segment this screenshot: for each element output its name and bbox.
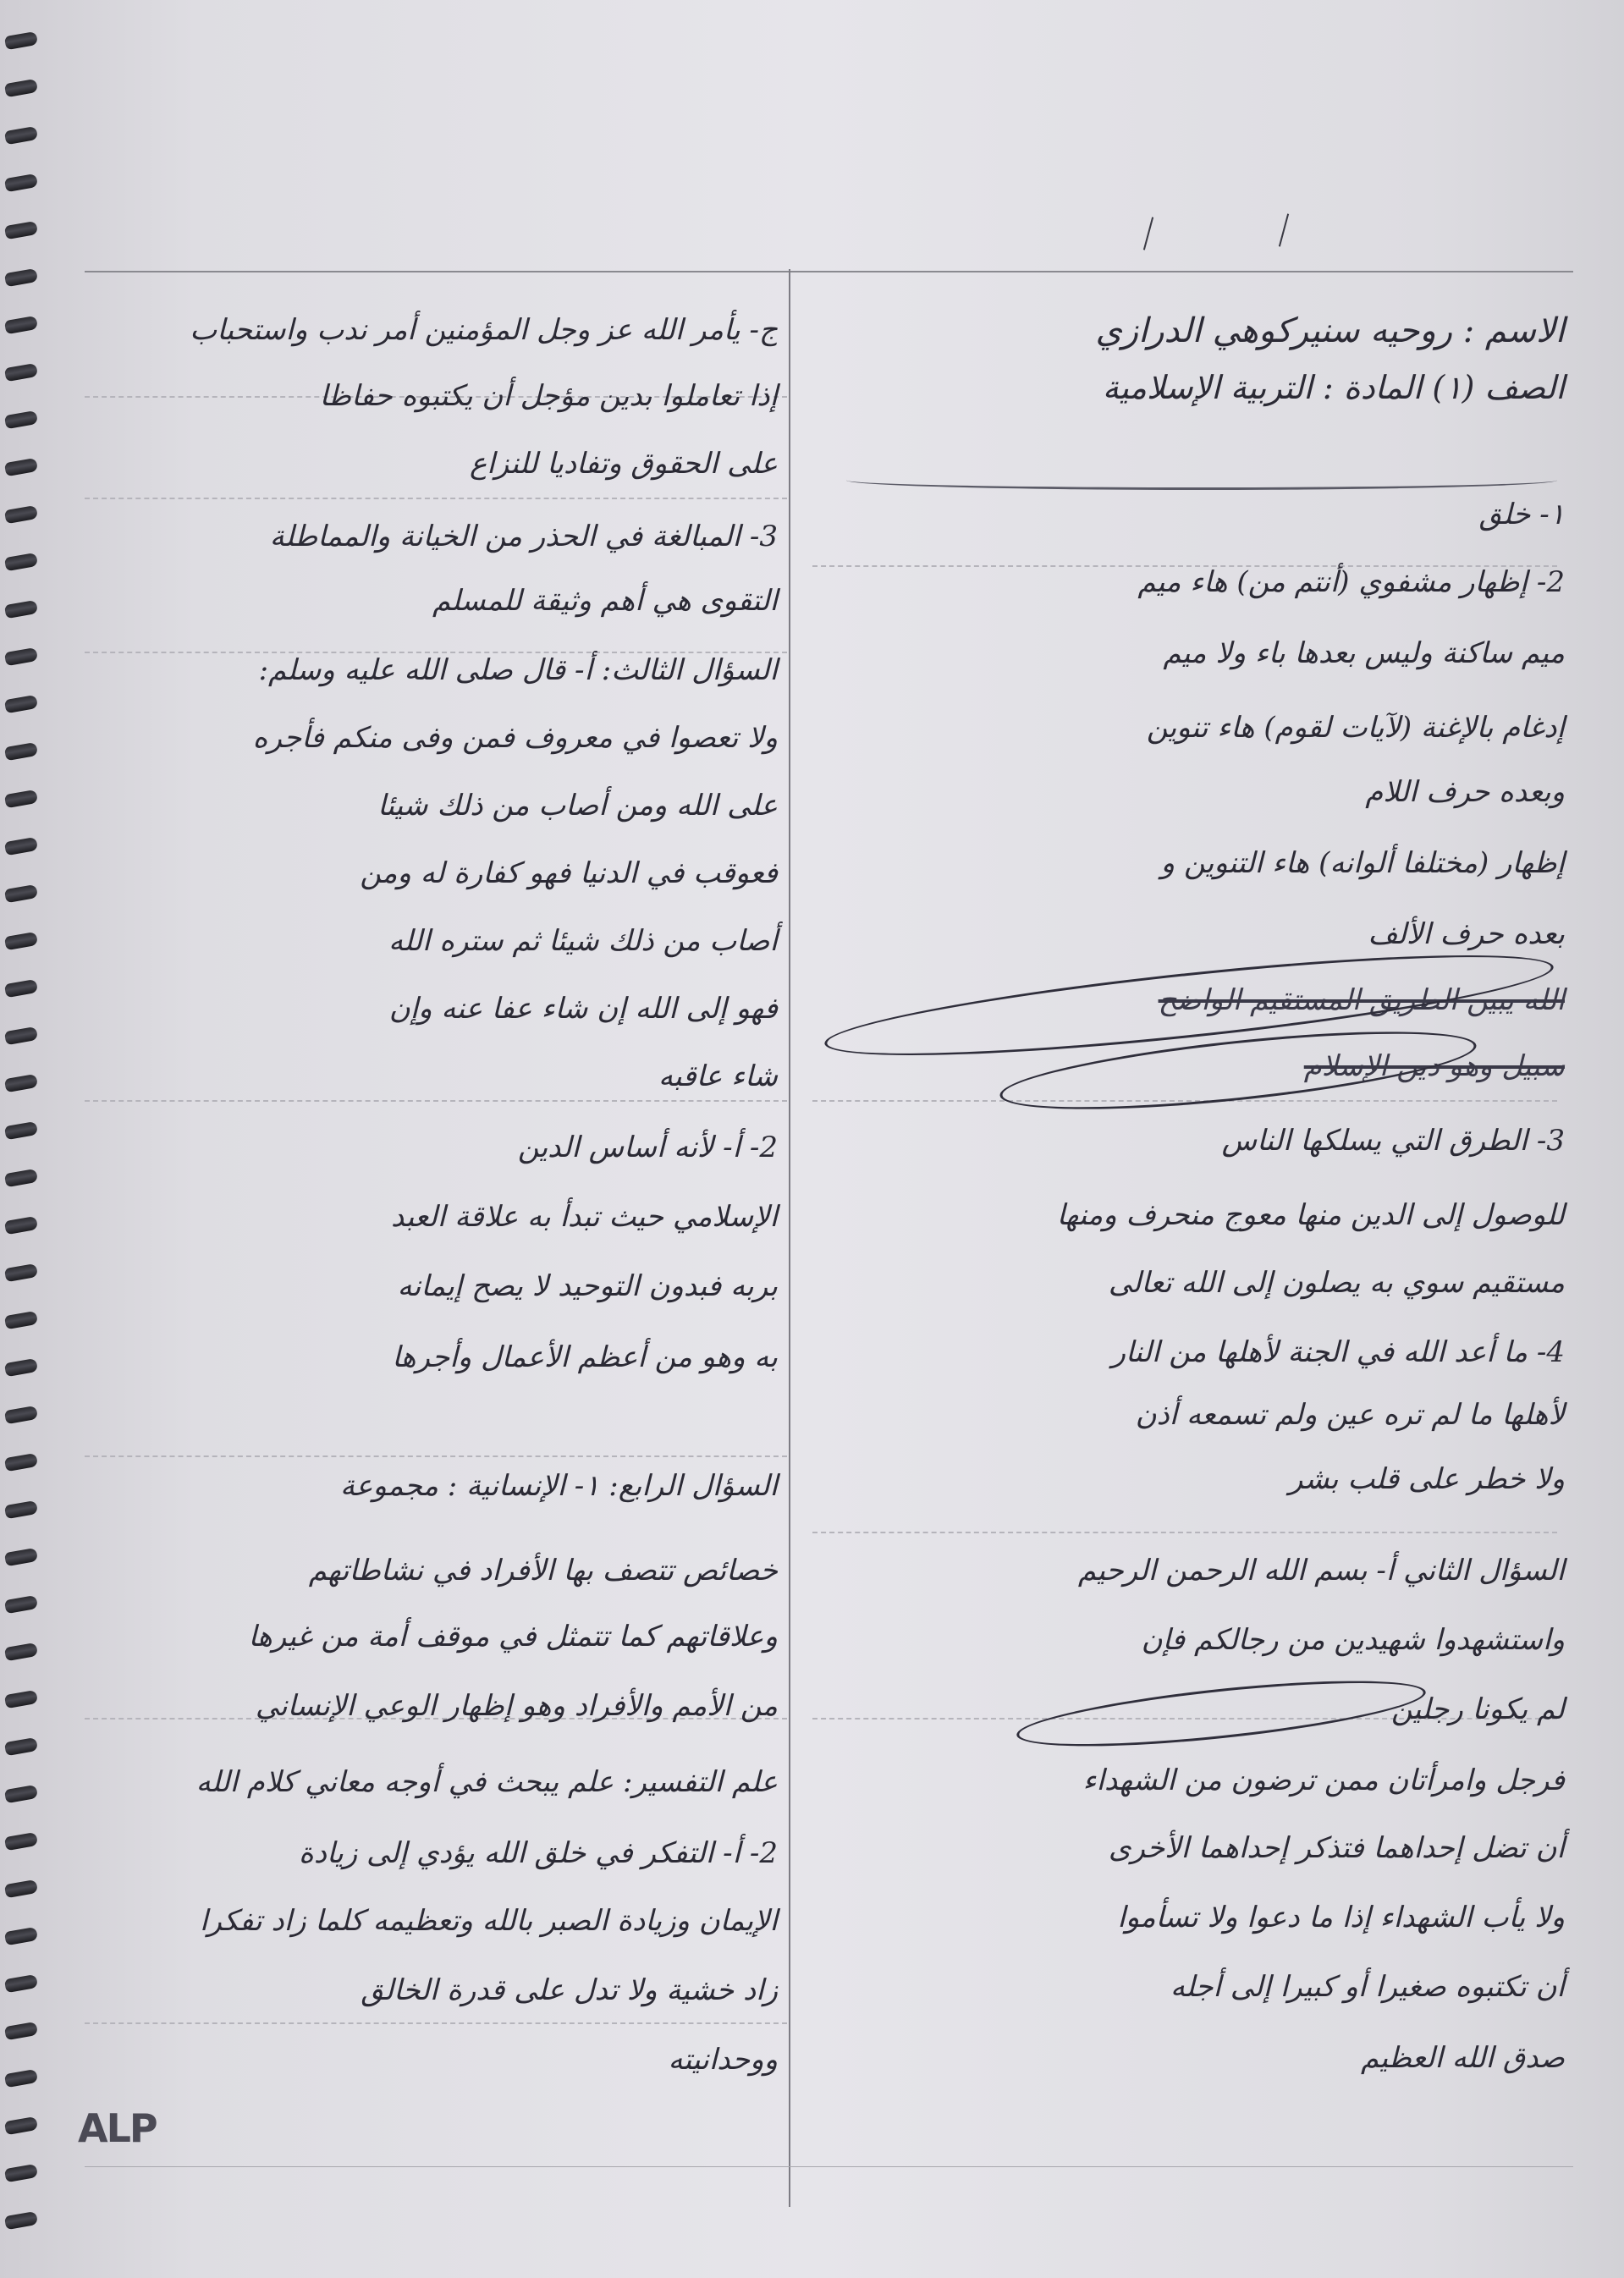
spiral-ring (4, 1358, 38, 1377)
answer-line: للوصول إلى الدين منها معوج منحرف ومنها (1056, 1198, 1565, 1232)
spiral-ring (4, 2022, 38, 2040)
answer-line: ميم ساكنة وليس بعدها باء ولا ميم (1163, 636, 1565, 670)
spiral-ring (4, 1406, 38, 1424)
spiral-ring (4, 600, 38, 619)
scribble-mark (1014, 1668, 1428, 1759)
answer-line: ولا خطر على قلب بشر (1288, 1462, 1565, 1496)
spiral-ring (4, 1879, 38, 1898)
spiral-ring (4, 1026, 38, 1045)
spiral-ring (4, 1548, 38, 1566)
spiral-ring (4, 1642, 38, 1661)
bottom-rule-line (85, 2166, 1573, 2167)
answer-line: أن تضل إحداهما فتذكر إحداهما الأخرى (1108, 1831, 1565, 1865)
answer-line: إذا تعاملوا بدين مؤجل أن يكتبوه حفاظا (319, 379, 778, 413)
spiral-ring (4, 1169, 38, 1187)
spiral-ring (4, 31, 38, 50)
spiral-ring (4, 1927, 38, 1945)
spiral-ring (4, 1785, 38, 1803)
answer-line: من الأمم والأفراد وهو إظهار الوعي الإنساني (255, 1689, 778, 1723)
header-underline (846, 470, 1557, 490)
spiral-ring (4, 1500, 38, 1519)
question-heading: السؤال الثالث: أ- قال صلى الله عليه وسلم: (258, 653, 778, 687)
spiral-ring (4, 221, 38, 239)
answer-line: ولا تعصوا في معروف فمن وفى منكم فأجره (252, 721, 778, 755)
class-subject: الصف (١) المادة : التربية الإسلامية (1102, 369, 1565, 406)
pen-mark (1279, 213, 1289, 246)
question-heading: السؤال الرابع: ١- الإنسانية : مجموعة (340, 1469, 778, 1503)
struck-out-line: سبيل وهو دين الإسلام (1303, 1049, 1565, 1083)
answer-line: الإيمان وزيادة الصبر بالله وتعظيمه كلما زاد تفكرا (200, 1904, 778, 1938)
answer-line: 2- إظهار مشفوي (أنتم من) هاء ميم (1137, 565, 1565, 599)
answer-line: فهو إلى الله إن شاء عفا عنه وإن (388, 992, 778, 1026)
column-divider (789, 269, 790, 2207)
spiral-ring (4, 126, 38, 145)
spiral-ring (4, 979, 38, 998)
spiral-ring (4, 695, 38, 713)
ruled-line (85, 2022, 787, 2024)
answer-line: 2- أ- التفكر في خلق الله يؤدي إلى زيادة (299, 1836, 778, 1870)
answer-line: بعده حرف الألف (1368, 917, 1565, 951)
spiral-ring (4, 173, 38, 192)
answer-line: 2- أ- لأنه أساس الدين (517, 1131, 778, 1164)
answer-line: واستشهدوا شهيدين من رجالكم فإن (1141, 1623, 1565, 1657)
answer-line: وبعده حرف اللام (1365, 775, 1565, 809)
answer-line: أصاب من ذلك شيئا ثم ستره الله (388, 924, 778, 958)
answer-line: لم يكونا رجلين (1390, 1692, 1565, 1726)
spiral-ring (4, 932, 38, 950)
spiral-ring (4, 1737, 38, 1756)
spiral-ring (4, 363, 38, 382)
answer-line: به وهو من أعظم الأعمال وأجرها (392, 1340, 778, 1374)
closing-line: صدق الله العظيم (1361, 2041, 1565, 2075)
student-name: الاسم : روحيه سنيركوهي الدرازي (1095, 311, 1565, 350)
answer-line: لأهلها ما لم تره عين ولم تسمعه أذن (1135, 1398, 1565, 1432)
answer-line: فرجل وامرأتان ممن ترضون من الشهداء (1082, 1764, 1565, 1797)
spiral-ring (4, 2069, 38, 2088)
answer-line: بربه فبدون التوحيد لا يصح إيمانه (397, 1269, 778, 1303)
answer-line: على الله ومن أصاب من ذلك شيئا (377, 789, 778, 823)
spiral-ring (4, 1453, 38, 1472)
spiral-ring (4, 316, 38, 334)
spiral-ring (4, 837, 38, 856)
ruled-line (812, 1532, 1557, 1533)
pen-mark (1143, 217, 1153, 250)
answer-line: الإسلامي حيث تبدأ به علاقة العبد (391, 1200, 778, 1234)
ruled-line (85, 1100, 787, 1102)
top-rule-line (85, 271, 1573, 272)
answer-line: أن تكتبوه صغيرا أو كبيرا إلى أجله (1170, 1970, 1565, 2004)
spiral-ring (4, 410, 38, 429)
answer-line: خصائص تتصف بها الأفراد في نشاطاتهم (308, 1554, 778, 1587)
answer-line: زاد خشية ولا تدل على قدرة الخالق (361, 1973, 778, 2007)
answer-line: إدغام بالإغنة (لآيات لقوم) هاء تنوين (1146, 711, 1565, 745)
spiral-ring (4, 1121, 38, 1140)
answer-line: 3- المبالغة في الحذر من الخيانة والمماطلة (269, 520, 778, 553)
spiral-ring (4, 268, 38, 287)
answer-line: فعوقب في الدنيا فهو كفارة له ومن (360, 856, 778, 890)
spiral-ring (4, 553, 38, 571)
answer-line: إظهار (مختلفا ألوانه) هاء التنوين و (1160, 846, 1565, 880)
spiral-ring (4, 647, 38, 666)
spiral-ring (4, 79, 38, 97)
ruled-line (85, 498, 787, 499)
answer-line: ووحدانيته (668, 2043, 778, 2077)
answer-line: شاء عاقبه (658, 1059, 778, 1093)
spiral-ring (4, 2116, 38, 2135)
answer-line: ولا يأب الشهداء إذا ما دعوا ولا تسأموا (1117, 1901, 1565, 1934)
question-heading: السؤال الثاني أ- بسم الله الرحمن الرحيم (1077, 1554, 1565, 1587)
answer-line: مستقيم سوي به يصلون إلى الله تعالى (1108, 1266, 1565, 1300)
spiral-ring (4, 1074, 38, 1092)
spiral-ring (4, 1216, 38, 1235)
spiral-ring (4, 1974, 38, 1993)
spiral-ring (4, 1263, 38, 1282)
spiral-ring (4, 1690, 38, 1708)
spiral-ring (4, 884, 38, 903)
spiral-ring (4, 742, 38, 761)
answer-line: 3- الطرق التي يسلكها الناس (1221, 1124, 1565, 1158)
struck-out-line: الله يبين الطريق المستقيم الواضح (1158, 983, 1565, 1017)
notebook-brand-logo: ALP (78, 2105, 157, 2151)
answer-line: على الحقوق وتفاديا للنزاع (470, 447, 778, 481)
answer-line: 4- ما أعد الله في الجنة لأهلها من النار (1111, 1335, 1565, 1369)
spiral-ring (4, 1595, 38, 1614)
answer-line: التقوى هي أهم وثيقة للمسلم (432, 584, 778, 618)
answer-line: علم التفسير: علم يبحث في أوجه معاني كلام الله (195, 1765, 778, 1799)
spiral-ring (4, 1832, 38, 1851)
answer-line: وعلاقاتهم كما تتمثل في موقف أمة من غيرها (248, 1620, 778, 1653)
spiral-ring (4, 2164, 38, 2182)
ruled-line (85, 1455, 787, 1457)
answer-line: ١- خلق (1478, 498, 1565, 531)
spiral-ring (4, 790, 38, 808)
answer-line: ج- يأمر الله عز وجل المؤمنين أمر ندب واستحباب (190, 313, 778, 347)
spiral-ring (4, 458, 38, 476)
spiral-ring (4, 1311, 38, 1329)
spiral-ring (4, 505, 38, 524)
spiral-binding (0, 34, 39, 2251)
spiral-ring (4, 2211, 38, 2230)
